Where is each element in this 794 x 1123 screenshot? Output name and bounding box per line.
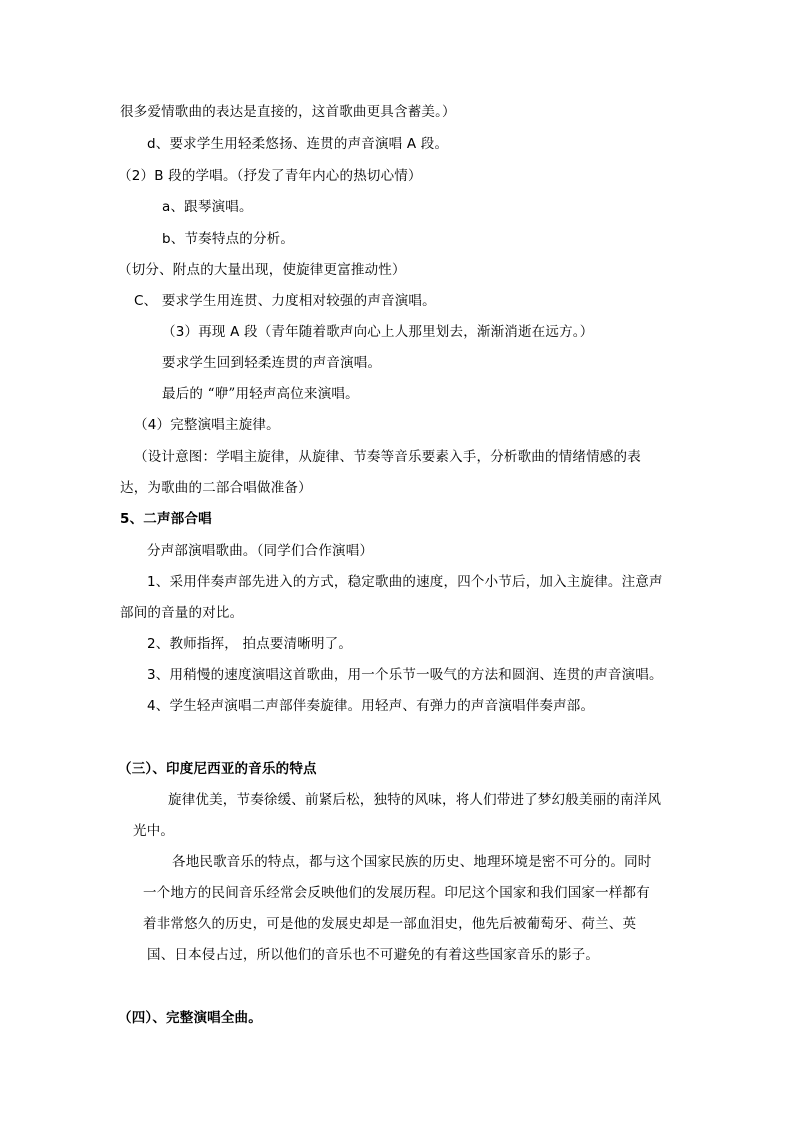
paragraph-line: 3、用稍慢的速度演唱这首歌曲，用一个乐节一吸气的方法和圆润、连贯的声音演唱。: [147, 667, 663, 683]
paragraph-line: （3）再现 A 段（青年随着歌声向心上人那里划去，渐渐消逝在远方。）: [162, 324, 594, 340]
paragraph-line: （4）完整演唱主旋律。: [134, 417, 280, 433]
paragraph-line: 要求学生回到轻柔连贯的声音演唱。: [162, 355, 382, 371]
paragraph-line: 旋律优美，节奏徐缓、前紧后松，独特的风味，将人们带进了梦幻般美丽的南洋风: [168, 792, 662, 808]
paragraph-line: 1、采用伴奏声部先进入的方式，稳定歌曲的速度，四个小节后，加入主旋律。注意声: [147, 574, 663, 590]
paragraph-line: 着非常悠久的历史，可是他的发展史却是一部血泪史，他先后被葡萄牙、荷兰、英: [143, 916, 637, 932]
section-heading: （四）、完整演唱全曲。: [118, 1010, 262, 1026]
paragraph-line: a、跟琴演唱。: [162, 199, 253, 215]
paragraph-line: （2）B 段的学唱。（抒发了青年内心的热切心情）: [118, 168, 422, 184]
paragraph-line: 部间的音量的对比。: [120, 605, 244, 621]
paragraph-line: 光中。: [133, 823, 175, 839]
paragraph-line: b、节奏特点的分析。: [162, 231, 295, 247]
paragraph-line: 分声部演唱歌曲。（同学们合作演唱）: [147, 543, 374, 559]
paragraph-line: 最后的 “咿”用轻声高位来演唱。: [162, 386, 359, 402]
paragraph-line: 各地民歌音乐的特点，都与这个国家民族的历史、地理环境是密不可分的。同时: [172, 854, 652, 870]
paragraph-line: 一个地方的民间音乐经常会反映他们的发展历程。印尼这个国家和我们国家一样都有: [143, 885, 650, 901]
paragraph-line: （设计意图：学唱主旋律，从旋律、节奏等音乐要素入手，分析歌曲的情绪情感的表: [134, 449, 641, 465]
paragraph-line: d、要求学生用轻柔悠扬、连贯的声音演唱 A 段。: [147, 136, 449, 152]
paragraph-line: 达，为歌曲的二部合唱做准备）: [120, 480, 312, 496]
section-heading: （三）、印度尼西亚的音乐的特点: [118, 761, 317, 777]
section-heading: 5、二声部合唱: [120, 511, 212, 527]
paragraph-line: C、 要求学生用连贯、力度相对较强的声音演唱。: [134, 293, 436, 309]
paragraph-line: 很多爱情歌曲的表达是直接的，这首歌曲更具含蓄美。）: [120, 104, 456, 120]
paragraph-line: 2、教师指挥， 拍点要清晰明了。: [147, 636, 353, 652]
paragraph-line: 4、学生轻声演唱二声部伴奏旋律。用轻声、有弹力的声音演唱伴奏声部。: [147, 698, 595, 714]
paragraph-line: 国、日本侵占过，所以他们的音乐也不可避免的有着这些国家音乐的影子。: [147, 947, 600, 963]
paragraph-line: （切分、附点的大量出现，使旋律更富推动性）: [118, 262, 406, 278]
